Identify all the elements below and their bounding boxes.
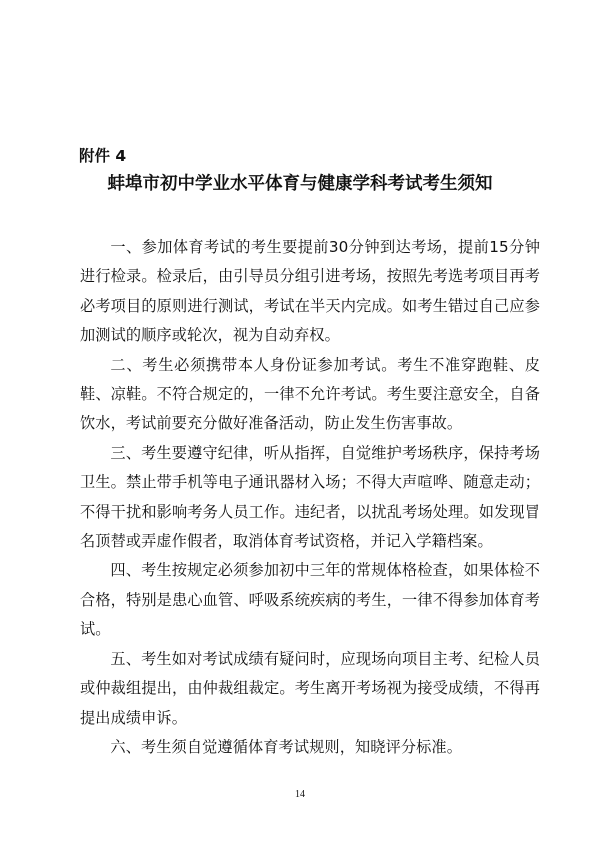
paragraph-2: 二、考生必须携带本人身份证参加考试。考生不准穿跑鞋、皮鞋、凉鞋。不符合规定的，一律不允许考试。考生要注意安全，自备饮水，考试前要充分做好准备活动，防止发生伤害事故。 bbox=[80, 355, 540, 433]
page-number: 14 bbox=[295, 789, 305, 800]
attachment-label: 附件 4 bbox=[79, 147, 127, 165]
paragraph-4: 四、考生按规定必须参加初中三年的常规体格检查，如果体检不合格，特别是患心血管、呼吸系统疾病的考生，一律不得参加体育考试。 bbox=[80, 561, 540, 639]
paragraph-5: 五、考生如对考试成绩有疑问时，应现场向项目主考、纪检人员或仲裁组提出，由仲裁组裁定。考生离开考场视为接受成绩，不得再提出成绩申诉。 bbox=[80, 649, 540, 727]
paragraph-3: 三、考生要遵守纪律，听从指挥，自觉维护考场秩序，保持考场卫生。禁止带手机等电子通讯器材入场；不得大声喧哗、随意走动；不得干扰和影响考务人员工作。违纪者，以扰乱考场处理。如发现冒名顶替或弄虚作假者，取消体育考试资格，并记入学籍档案。 bbox=[80, 443, 540, 551]
paragraph-1: 一、参加体育考试的考生要提前30分钟到达考场，提前15分钟进行检录。检录后，由引导员分组引进考场，按照先考选考项目再考必考项目的原则进行测试，考试在半天内完成。如考生错过自己应参加测试的顺序或轮次，视为自动弃权。 bbox=[80, 238, 540, 345]
document-title: 蚌埠市初中学业水平体育与健康学科考试考生须知 bbox=[107, 174, 493, 194]
document-body bbox=[80, 233, 540, 762]
paragraph-6: 六、考生须自觉遵循体育考试规则，知晓评分标准。 bbox=[110, 737, 463, 756]
